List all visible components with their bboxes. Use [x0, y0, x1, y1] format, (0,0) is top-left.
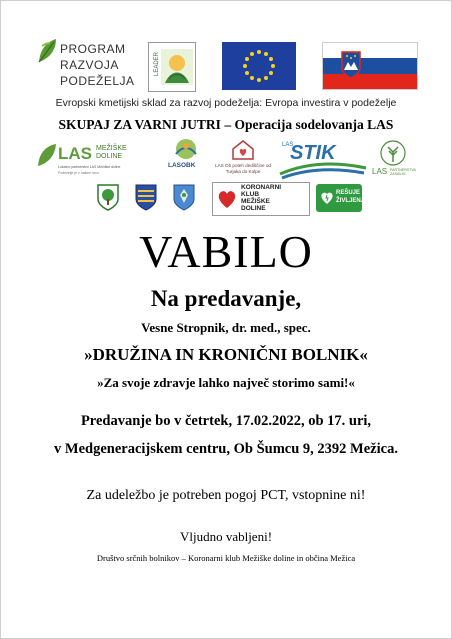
- las-mezice-doline-logo: [36, 140, 140, 182]
- las-mezica-sub2: DOLINE: [96, 153, 123, 160]
- lecture-when: Predavanje bo v četrtek, 17.02.2022, ob 17. uri,: [80, 413, 372, 429]
- las-zasavje-logo: [372, 140, 416, 182]
- leader-emblem-icon: [161, 49, 193, 85]
- las-obk-logo: [168, 138, 204, 180]
- las-stik-name: STIK: [290, 142, 336, 164]
- las-dediscina-logo: [214, 138, 272, 182]
- operation-title: SKUPAJ ZA VARNI JUTRI – Operacija sodelovanja LAS: [58, 117, 394, 132]
- koronarni-line1: KORONARNI: [241, 184, 282, 191]
- program-razvoja-podezelja-logo: [36, 36, 146, 92]
- zasavje-tree-icon: [380, 140, 406, 166]
- lecture-where: v Medgeneracijskem centru, Ob Šumcu 9, 2392 Mežica.: [54, 441, 398, 457]
- koronarni-klub-logo: [212, 182, 310, 216]
- welcome-text: Vljudno vabljeni!: [179, 529, 273, 544]
- slovenia-flag-icon: [322, 42, 418, 90]
- leader-logo: [148, 42, 196, 92]
- organizer-text: Društvo srčnih bolnikov – Koronarni klub Mežiške doline in občina Mežica: [96, 553, 356, 563]
- las-mezica-sub1: MEŽIŠKE: [96, 145, 127, 152]
- coat-of-arms-striped-icon: [134, 183, 158, 211]
- las-obk-name: LASOBK: [168, 162, 196, 169]
- program-line3: PODEŽELJA: [60, 74, 135, 88]
- las-leaf-icon: [36, 142, 58, 168]
- leader-text: LEADER: [154, 52, 160, 77]
- resuje-zivljenja-logo: [316, 184, 369, 212]
- lecture-title: »DRUŽINA IN KRONIČNI BOLNIK«: [84, 345, 368, 364]
- las-mezica-desc: Lokalno partnerstvo LAS Mežiške doline: [58, 165, 121, 169]
- las-obk-emblem-icon: [170, 138, 202, 160]
- las-mezica-desc2: Podeželje je v našem srcu: [58, 171, 99, 175]
- las-zasavje-sub: PARTNERSTVA ZASAVJE: [390, 168, 416, 176]
- coat-of-arms-tree-icon: [96, 183, 120, 211]
- lecturer-name: Vesne Stropnik, dr. med., spec.: [141, 320, 311, 335]
- koronarni-line3: MEŽIŠKE: [241, 198, 270, 205]
- lecture-motto: »Za svoje zdravje lahko največ storimo sami!«: [97, 375, 355, 390]
- invitation-title: VABILO: [139, 226, 313, 277]
- las-dediscina-text: LAS Ob poteh dediščine od Turjaka do Kolpe: [215, 163, 271, 174]
- koronarni-line4: DOLINE: [241, 205, 266, 212]
- resuje-line2: ŽIVLJENJA: [336, 198, 369, 204]
- attendance-condition: Za udeležbo je potreben pogoj PCT, vstopnine ni!: [86, 488, 366, 503]
- invitation-subtitle: Na predavanje,: [150, 286, 302, 311]
- eu-flag-icon: [222, 42, 296, 90]
- las-zasavje-name: LAS: [372, 167, 388, 176]
- stik-swoosh-icon: [278, 160, 368, 180]
- las-stik-prefix: LAS: [282, 142, 294, 148]
- house-heart-icon: [230, 138, 256, 160]
- eafrd-tagline: Evropski kmetijski sklad za razvoj podeželja: Evropa investira v podeželje: [55, 97, 397, 109]
- las-stik-logo: [278, 140, 368, 180]
- coat-of-arms-blue-icon: [172, 183, 196, 211]
- heart-icon: [216, 188, 238, 210]
- resuje-line1: REŠUJE: [336, 190, 361, 196]
- program-line2: RAZVOJA: [60, 58, 119, 72]
- leaf-icon: [36, 36, 60, 66]
- las-mezica-name: LAS: [58, 144, 92, 163]
- program-line1: PROGRAM: [60, 42, 126, 56]
- koronarni-line2: KLUB: [241, 191, 260, 198]
- aed-heart-icon: [319, 190, 335, 206]
